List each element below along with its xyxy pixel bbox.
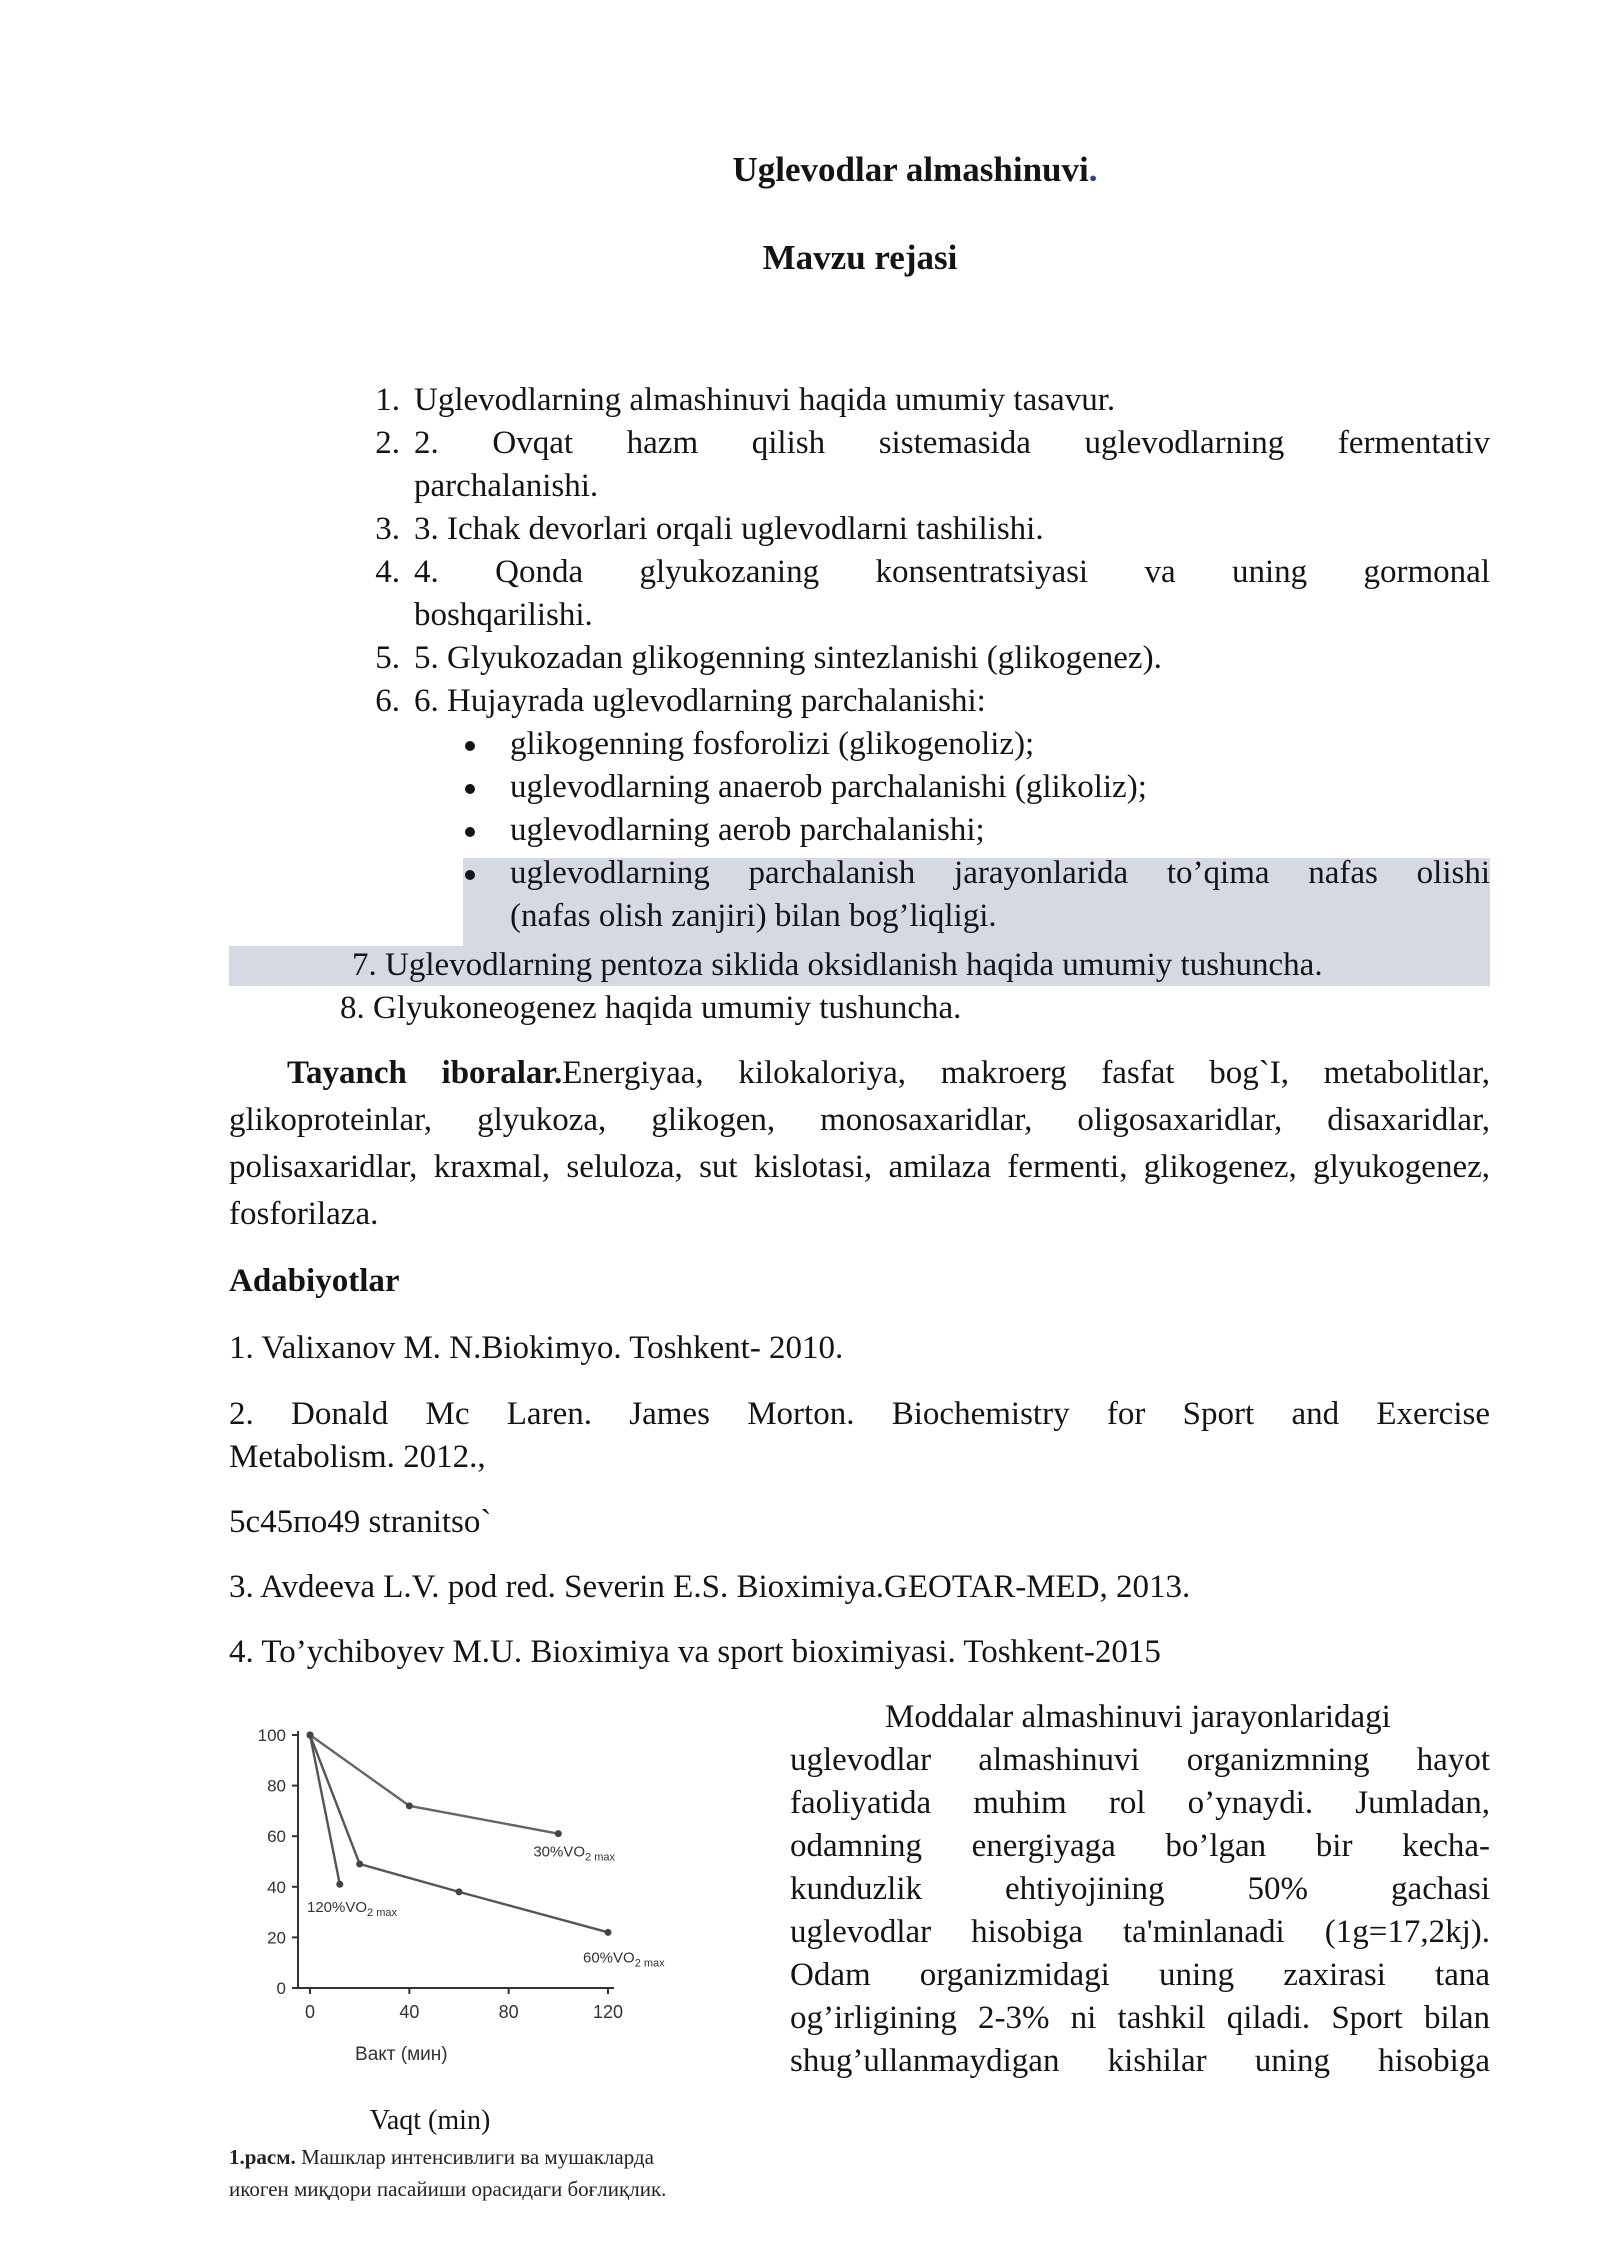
list-item: Uglevodlarning almashinuvi haqida umumiy tasavur.	[414, 382, 1116, 418]
body-line: odamning energiyaga bo’lgan bir kecha-	[790, 1828, 1490, 1864]
x-tick-label: 80	[498, 2002, 519, 2022]
list-number: 1.	[375, 382, 400, 418]
x-tick-label: 40	[399, 2002, 420, 2022]
body-line: shug’ullanmaydigan kishilar uning hisobiga	[790, 2043, 1490, 2079]
plan-heading: Mavzu rejasi	[762, 238, 958, 277]
series-line	[310, 1735, 340, 1884]
data-point	[456, 1888, 463, 1895]
list-number: 2.	[375, 425, 400, 461]
bullet-dot	[465, 784, 475, 794]
series-label: $30\%VO_{2 max}$	[533, 1843, 616, 1864]
y-tick-label: 80	[267, 1776, 286, 1796]
list-item: 3. Ichak devorlari orqali uglevodlarni tashilishi.	[414, 511, 1044, 547]
series-label: $60\%VO_{2 max}$	[583, 1949, 665, 1970]
keywords-label: Tayanch iboralar.	[287, 1055, 563, 1091]
body-line: uglevodlar almashinuvi organizmning hayot	[790, 1742, 1490, 1778]
bullet-dot	[465, 827, 475, 837]
bullet-dot	[465, 870, 475, 880]
bullet-item: glikogenning fosforolizi (glikogenoliz);	[510, 726, 1035, 762]
y-tick-label: 40	[267, 1877, 286, 1897]
data-point	[406, 1802, 413, 1809]
list-item: 2. Ovqat hazm qilish sistemasida uglevodlarning fermentativ	[414, 425, 1490, 461]
reference-item: 2. Donald Mc Laren. James Morton. Biochemistry for Sport and Exercise	[229, 1396, 1490, 1432]
figure-caption-line	[229, 2142, 654, 2172]
body-line: kunduzlik ehtiyojining 50% gachasi	[790, 1871, 1490, 1907]
data-point	[356, 1861, 363, 1868]
data-point	[307, 1732, 314, 1739]
references-heading: Adabiyotlar	[229, 1263, 400, 1299]
y-tick-label: 60	[267, 1827, 286, 1847]
list-number: 5.	[375, 640, 400, 676]
body-line: Moddalar almashinuvi jarayonlaridagi	[885, 1699, 1391, 1735]
data-point	[336, 1881, 343, 1888]
y-tick-label: 100	[257, 1726, 286, 1745]
body-line: faoliyatida muhim rol o’ynaydi. Jumladan,	[790, 1785, 1490, 1821]
data-point	[605, 1929, 612, 1936]
figure-caption-line: икоген миқдори пасайиши орасидаги боғлиқлик.	[229, 2177, 667, 2201]
y-tick-label: 0	[276, 1979, 286, 1998]
list-item: 7. Uglevodlarning pentoza siklida oksidlanish haqida umumiy tushuncha.	[352, 947, 1323, 983]
reference-item: 1. Valixanov M. N.Biokimyo. Toshkent- 2010.	[229, 1330, 844, 1366]
bullet-item: uglevodlarning anaerob parchalanishi (glikoliz);	[510, 769, 1147, 805]
list-item-continuation: boshqarilishi.	[414, 597, 593, 633]
figure-caption-text: Машклар интенсивлиги ва мушакларда	[301, 2145, 654, 2169]
bullet-dot	[465, 741, 475, 751]
reference-item: 3. Avdeeva L.V. pod red. Severin E.S. Bioximiya.GEOTAR-MED, 2013.	[229, 1569, 1191, 1605]
reference-item-continuation: Metabolism. 2012.,	[229, 1439, 486, 1475]
chart-svg	[230, 1720, 750, 2120]
list-item: 6. Hujayrada uglevodlarning parchalanishi:	[414, 683, 986, 719]
body-line: og’irligining 2-3% ni tashkil qiladi. Sport bilan	[790, 2000, 1490, 2036]
keywords-paragraph	[229, 1050, 1490, 1238]
bullet-item: uglevodlarning aerob parchalanishi;	[510, 812, 985, 848]
list-number: 3.	[375, 511, 400, 547]
y-tick-label: 20	[267, 1928, 286, 1948]
glycogen-chart	[230, 1720, 750, 2120]
list-item: 4. Qonda glyukozaning konsentratsiyasi va uning gormonal	[414, 554, 1490, 590]
bullet-item: uglevodlarning parchalanish jarayonlarida to’qima nafas olishi	[510, 855, 1490, 891]
x-axis-label: Вакт (мин)	[355, 2044, 448, 2065]
bullet-item-continuation: (nafas olish zanjiri) bilan bog’liqligi.	[510, 898, 997, 934]
page-title: Uglevodlar almashinuvi.	[732, 150, 1098, 189]
series-line	[310, 1735, 558, 1834]
x-tick-label: 120	[592, 2002, 624, 2022]
reference-item: 4. To’ychiboyev M.U. Bioximiya va sport bioximiyasi. Toshkent-2015	[229, 1634, 1161, 1670]
list-number: 4.	[375, 554, 400, 590]
series-label: $120\%VO_{2 max}$	[307, 1899, 398, 1920]
body-line: uglevodlar hisobiga ta'minlanadi (1g=17,2kj).	[790, 1914, 1490, 1950]
data-point	[555, 1830, 562, 1837]
x-axis-translation: Vaqt (min)	[369, 2105, 491, 2136]
list-item: 8. Glyukoneogenez haqida umumiy tushuncha.	[340, 990, 962, 1026]
keywords-text: Energiyaa, kilokaloriya, makroerg fasfat bog`I, metabolitlar, glikoproteinlar, glyukoza, glikogen, monosaxaridlar, oligosaxaridlar, disaxaridlar, polisaxaridlar, kraxmal, seluloza, sut kislotasi, amilaza fermenti, glikogenez, glyukogenez, fosforilaza.	[229, 1055, 1491, 1232]
list-item: 5. Glyukozadan glikogenning sintezlanishi (glikogenez).	[414, 640, 1162, 676]
figure-caption-prefix: 1.расм.	[229, 2145, 296, 2169]
x-tick-label: 0	[304, 2002, 316, 2022]
list-item-continuation: parchalanishi.	[414, 468, 599, 504]
reference-pages: 5с45по49 stranitso`	[229, 1504, 492, 1540]
list-number: 6.	[375, 683, 400, 719]
body-line: Odam organizmidagi uning zaxirasi tana	[790, 1957, 1490, 1993]
